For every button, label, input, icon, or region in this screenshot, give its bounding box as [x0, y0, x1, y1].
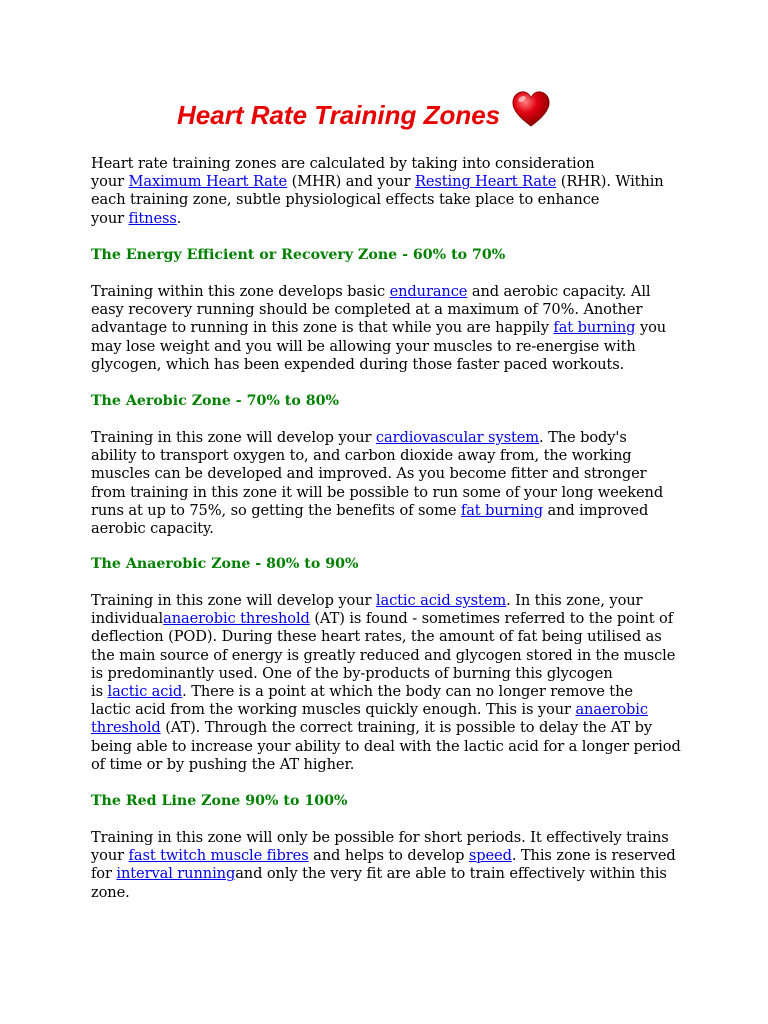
text-line: [91, 701, 691, 719]
red-line-zone-paragraph: [91, 829, 691, 902]
text: and aerobic capacity. All: [467, 283, 651, 300]
text: each training zone, subtle physiological effects take place to enhance: [91, 191, 600, 209]
text: (RHR). Within: [556, 173, 664, 191]
text: and only the very fit are able to train effectively within this: [235, 865, 667, 883]
text: individual: [91, 610, 164, 628]
text: and improved: [542, 501, 649, 519]
text: from training in this zone it will be possible to run some of your long weekend: [91, 483, 664, 501]
text: . There is a point at which the body can no longer remove the: [182, 683, 633, 701]
recovery-zone-paragraph: [91, 283, 691, 374]
text: your: [91, 847, 129, 865]
text: for: [91, 865, 117, 883]
link-endurance[interactable]: endurance: [389, 283, 468, 300]
link-resting-heart-rate[interactable]: Resting Heart Rate: [414, 173, 557, 191]
text: .: [176, 209, 182, 227]
link-fast-twitch-muscle-fibres[interactable]: fast twitch muscle fibres: [128, 847, 309, 865]
text-line: [91, 665, 691, 683]
aerobic-zone-paragraph: [91, 429, 691, 538]
text: is predominantly used. One of the by-products of burning this glycogen: [91, 664, 613, 682]
text-line: [91, 191, 691, 209]
text-line: [91, 610, 691, 628]
link-speed[interactable]: speed: [468, 847, 512, 865]
text: glycogen, which has been expended during those faster paced workouts.: [91, 355, 625, 373]
text-line: [91, 356, 691, 374]
intro-paragraph: [91, 155, 691, 228]
text-line: [91, 847, 691, 865]
text: your: [91, 173, 129, 191]
text: Training in this zone will develop your: [91, 592, 376, 609]
text: may lose weight and you will be allowing your muscles to re-energise with: [91, 337, 636, 355]
text-line: [91, 301, 691, 319]
text-line: [91, 884, 691, 902]
text: easy recovery running should be completed at a maximum of 70%. Another: [91, 301, 643, 319]
text-line: [91, 173, 691, 191]
text: runs at up to 75%, so getting the benefits of some: [91, 501, 461, 519]
text: is: [91, 683, 108, 701]
text: Training within this zone develops basic: [91, 283, 390, 300]
text-line: [91, 628, 691, 646]
text-line: [91, 429, 691, 447]
text: (AT) is found - sometimes referred to the point of: [309, 610, 673, 628]
text: the main source of energy is greatly reduced and glycogen stored in the muscle: [91, 646, 676, 664]
text: deflection (POD). During these heart rates, the amount of fat being utilised as: [91, 628, 662, 646]
link-fat-burning-2[interactable]: fat burning: [460, 501, 543, 519]
text-line: [91, 738, 691, 756]
anaerobic-zone-paragraph: [91, 592, 691, 774]
link-anaerobic-threshold-2-cont[interactable]: threshold: [91, 719, 161, 737]
text: you: [635, 319, 667, 337]
text: your: [91, 209, 129, 227]
link-lactic-acid[interactable]: lactic acid: [107, 683, 183, 701]
text: Training in this zone will develop your: [91, 429, 376, 446]
text: . This zone is reserved: [511, 847, 676, 865]
text-line: [91, 465, 691, 483]
text-line: [91, 502, 691, 520]
text: (MHR) and your: [287, 173, 415, 191]
text: advantage to running in this zone is that while you are happily: [91, 319, 554, 337]
text: of time or by pushing the AT higher.: [91, 755, 355, 773]
heading-red-line-zone: The Red Line Zone 90% to 100%: [91, 793, 348, 809]
link-anaerobic-threshold[interactable]: anaerobic threshold: [163, 610, 310, 628]
text: ability to transport oxygen to, and carbon dioxide away from, the working: [91, 447, 632, 465]
text: (AT). Through the correct training, it is possible to delay the AT by: [160, 719, 652, 737]
title-row: [177, 96, 551, 134]
page-title: Heart Rate Training Zones: [177, 99, 501, 130]
text-line: [91, 484, 691, 502]
text-line: [91, 829, 691, 847]
text: Heart rate training zones are calculated by taking into consideration: [91, 155, 595, 172]
heading-aerobic-zone: The Aerobic Zone - 70% to 80%: [91, 393, 339, 409]
link-fat-burning[interactable]: fat burning: [553, 319, 636, 337]
link-cardiovascular-system[interactable]: cardiovascular system: [375, 429, 540, 446]
text: muscles can be developed and improved. As you become fitter and stronger: [91, 465, 647, 483]
text-line: [91, 592, 691, 610]
text-line: [91, 338, 691, 356]
text-line: [91, 647, 691, 665]
text-line: [91, 520, 691, 538]
link-fitness[interactable]: fitness: [128, 209, 177, 227]
text: being able to increase your ability to deal with the lactic acid for a longer period: [91, 737, 681, 755]
link-anaerobic-threshold-2[interactable]: anaerobic: [575, 701, 648, 719]
text-line: [91, 283, 691, 301]
heading-anaerobic-zone: The Anaerobic Zone - 80% to 90%: [91, 556, 359, 572]
text-line: [91, 865, 691, 883]
text-line: [91, 683, 691, 701]
text-line: [91, 210, 691, 228]
text: Training in this zone will only be possible for short periods. It effectively trains: [91, 829, 669, 846]
text-line: [91, 319, 691, 337]
text: lactic acid from the working muscles quickly enough. This is your: [91, 701, 576, 719]
link-lactic-acid-system[interactable]: lactic acid system: [375, 592, 507, 609]
text-line: [91, 155, 691, 173]
heading-recovery-zone: The Energy Efficient or Recovery Zone - 60% to 70%: [91, 247, 506, 263]
text: . In this zone, your: [506, 592, 643, 609]
text: and helps to develop: [308, 847, 469, 865]
text-line: [91, 719, 691, 737]
text-line: [91, 447, 691, 465]
text: zone.: [91, 883, 130, 901]
heart-icon: [511, 90, 551, 128]
text: . The body's: [539, 429, 627, 446]
text: aerobic capacity.: [91, 520, 214, 538]
text-line: [91, 756, 691, 774]
link-interval-running[interactable]: interval running: [116, 865, 236, 883]
link-maximum-heart-rate[interactable]: Maximum Heart Rate: [128, 173, 288, 191]
